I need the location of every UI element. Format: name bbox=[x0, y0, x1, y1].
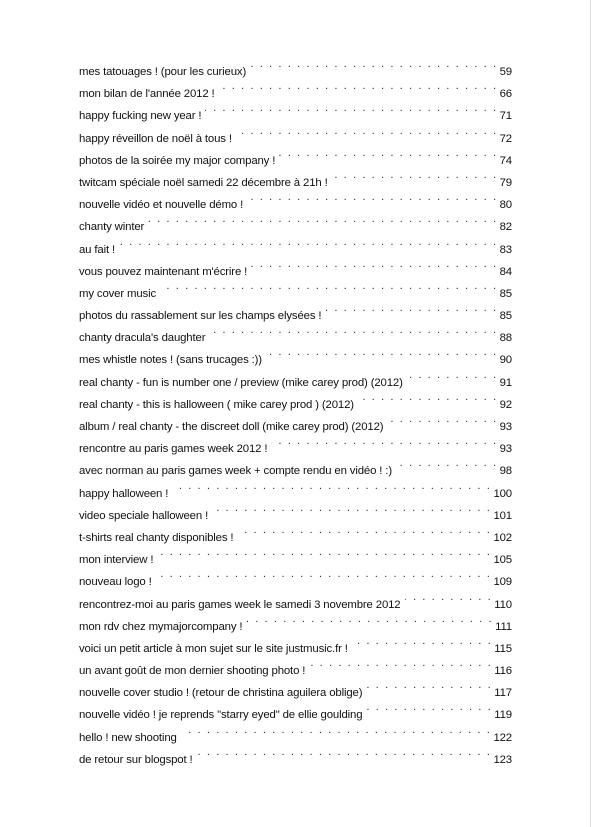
toc-leader-dots bbox=[352, 630, 493, 652]
toc-entry-page: 100 bbox=[493, 487, 512, 500]
toc-entry-page: 91 bbox=[499, 376, 512, 389]
toc-entry-title: rencontrez-moi au paris games week le samedi 3 novembre 2012 bbox=[79, 598, 401, 611]
toc-leader-dots bbox=[209, 319, 497, 341]
toc-entry[interactable] bbox=[79, 231, 512, 256]
toc-entry-title: my cover music bbox=[79, 287, 157, 300]
toc-entry-title: photos du rassablement sur les champs elysées ! bbox=[79, 310, 322, 323]
toc-leader-dots bbox=[279, 142, 497, 164]
toc-entry-page: 72 bbox=[499, 132, 512, 145]
toc-leader-dots bbox=[407, 364, 498, 386]
toc-entry-title: chanty winter bbox=[79, 221, 145, 234]
toc-entry-title: twitcam spéciale noël samedi 22 décembre à 21h ! bbox=[79, 176, 328, 189]
toc-leader-dots bbox=[266, 341, 498, 363]
toc-entry-page: 92 bbox=[499, 398, 512, 411]
toc-entry-page: 93 bbox=[499, 421, 512, 433]
toc-leader-dots bbox=[325, 297, 497, 319]
toc-entry-title: vous pouvez maintenant m'écrire ! bbox=[79, 265, 248, 278]
toc-entry-title: photos de la soirée my major company ! bbox=[79, 154, 276, 167]
toc-leader-dots bbox=[160, 275, 498, 297]
toc-entry-page: 74 bbox=[499, 154, 512, 167]
toc-leader-dots bbox=[172, 475, 491, 497]
toc-entry-page: 98 bbox=[499, 465, 512, 478]
toc-entry-page: 71 bbox=[499, 110, 512, 123]
toc-entry[interactable] bbox=[79, 253, 512, 278]
toc-entry-title: rencontre au paris games week 2012 ! bbox=[79, 443, 268, 456]
toc-entry-title: avec norman au paris games week + compte rendu en vidéo ! :) bbox=[79, 465, 392, 478]
toc-entry-title: happy halloween ! bbox=[79, 487, 169, 500]
toc-entry[interactable] bbox=[79, 53, 512, 78]
toc-entry-page: 101 bbox=[493, 509, 512, 522]
toc-entry-title: happy fucking new year ! bbox=[79, 110, 202, 123]
toc-entry-title: mon bilan de l'année 2012 ! bbox=[79, 88, 215, 101]
toc-leader-dots bbox=[358, 386, 498, 408]
toc-leader-dots bbox=[247, 186, 498, 208]
toc-entry-page: 122 bbox=[493, 731, 512, 744]
toc-leader-dots bbox=[219, 75, 498, 97]
toc-entry-title: au fait ! bbox=[79, 243, 116, 256]
toc-entry-page: 116 bbox=[494, 665, 512, 678]
toc-leader-dots bbox=[366, 674, 492, 696]
toc-entry-title: mon interview ! bbox=[79, 554, 154, 567]
toc-entry-title: mon rdv chez mymajorcompany ! bbox=[79, 620, 243, 633]
toc-leader-dots bbox=[309, 652, 492, 674]
toc-leader-dots bbox=[366, 696, 492, 718]
toc-leader-dots bbox=[181, 719, 492, 741]
toc-leader-dots bbox=[250, 53, 498, 75]
toc-leader-dots bbox=[251, 253, 497, 275]
toc-leader-dots bbox=[236, 120, 498, 142]
toc-entry-page: 115 bbox=[494, 642, 512, 655]
toc-entry-page: 88 bbox=[499, 332, 512, 345]
toc-leader-dots bbox=[205, 97, 497, 119]
toc-leader-dots bbox=[197, 741, 492, 763]
toc-entry-title: mes tatouages ! (pour les curieux) bbox=[79, 66, 247, 78]
toc-entry-page: 110 bbox=[494, 598, 512, 611]
toc-entry-title: un avant goût de mon dernier shooting photo ! bbox=[79, 665, 306, 678]
toc-entry-title: nouvelle vidéo ! je reprends "starry eyed" de ellie goulding bbox=[79, 709, 363, 722]
toc-entry-title: nouvelle vidéo et nouvelle démo ! bbox=[79, 199, 244, 212]
toc-entry-title: mes whistle notes ! (sans trucages :)) bbox=[79, 354, 262, 367]
toc-entry-page: 84 bbox=[499, 265, 512, 278]
toc-entry-page: 80 bbox=[499, 199, 512, 212]
table-of-contents bbox=[79, 53, 512, 766]
toc-leader-dots bbox=[156, 563, 492, 585]
toc-entry-page: 119 bbox=[494, 709, 512, 722]
toc-leader-dots bbox=[387, 408, 497, 430]
toc-entry-page: 93 bbox=[499, 443, 512, 456]
toc-entry-title: happy réveillon de noël à tous ! bbox=[79, 132, 232, 145]
toc-entry-title: album / real chanty - the discreet doll (mike carey prod) (2012) bbox=[79, 421, 384, 433]
toc-entry-title: video speciale halloween ! bbox=[79, 509, 209, 522]
toc-entry-page: 59 bbox=[499, 66, 512, 78]
toc-entry-title: chanty dracula's daughter bbox=[79, 332, 206, 345]
toc-entry-page: 66 bbox=[499, 88, 512, 101]
toc-entry-title: de retour sur blogspot ! bbox=[79, 753, 193, 766]
toc-entry-page: 109 bbox=[493, 576, 512, 589]
toc-leader-dots bbox=[237, 519, 491, 541]
toc-entry-page: 83 bbox=[499, 243, 512, 256]
toc-entry-title: real chanty - fun is number one / preview (mike carey prod) (2012) bbox=[79, 376, 403, 389]
toc-entry-page: 85 bbox=[499, 310, 512, 323]
toc-entry-page: 117 bbox=[494, 687, 512, 700]
toc-leader-dots bbox=[212, 497, 491, 519]
toc-entry-page: 102 bbox=[493, 531, 512, 544]
toc-leader-dots bbox=[246, 608, 493, 630]
toc-entry-title: nouvelle cover studio ! (retour de christina aguilera oblige) bbox=[79, 687, 363, 700]
toc-leader-dots bbox=[396, 452, 498, 474]
toc-entry-title: t-shirts real chanty disponibles ! bbox=[79, 531, 234, 544]
toc-leader-dots bbox=[405, 586, 493, 608]
toc-entry-title: hello ! new shooting bbox=[79, 731, 177, 744]
toc-leader-dots bbox=[332, 164, 498, 186]
toc-leader-dots bbox=[119, 231, 498, 253]
toc-entry-page: 82 bbox=[499, 221, 512, 234]
toc-entry-page: 123 bbox=[493, 753, 512, 766]
toc-entry-page: 79 bbox=[499, 176, 512, 189]
toc-entry-title: nouveau logo ! bbox=[79, 576, 152, 589]
toc-entry-page: 105 bbox=[493, 554, 512, 567]
toc-entry-title: real chanty - this is halloween ( mike carey prod ) (2012) bbox=[79, 398, 354, 411]
toc-leader-dots bbox=[148, 208, 497, 230]
toc-leader-dots bbox=[157, 541, 491, 563]
toc-entry-page: 90 bbox=[499, 354, 512, 367]
toc-entry-page: 111 bbox=[495, 620, 512, 633]
toc-entry-page: 85 bbox=[499, 287, 512, 300]
toc-leader-dots bbox=[271, 430, 497, 452]
toc-entry-title: voici un petit article à mon sujet sur le site justmusic.fr ! bbox=[79, 642, 348, 655]
